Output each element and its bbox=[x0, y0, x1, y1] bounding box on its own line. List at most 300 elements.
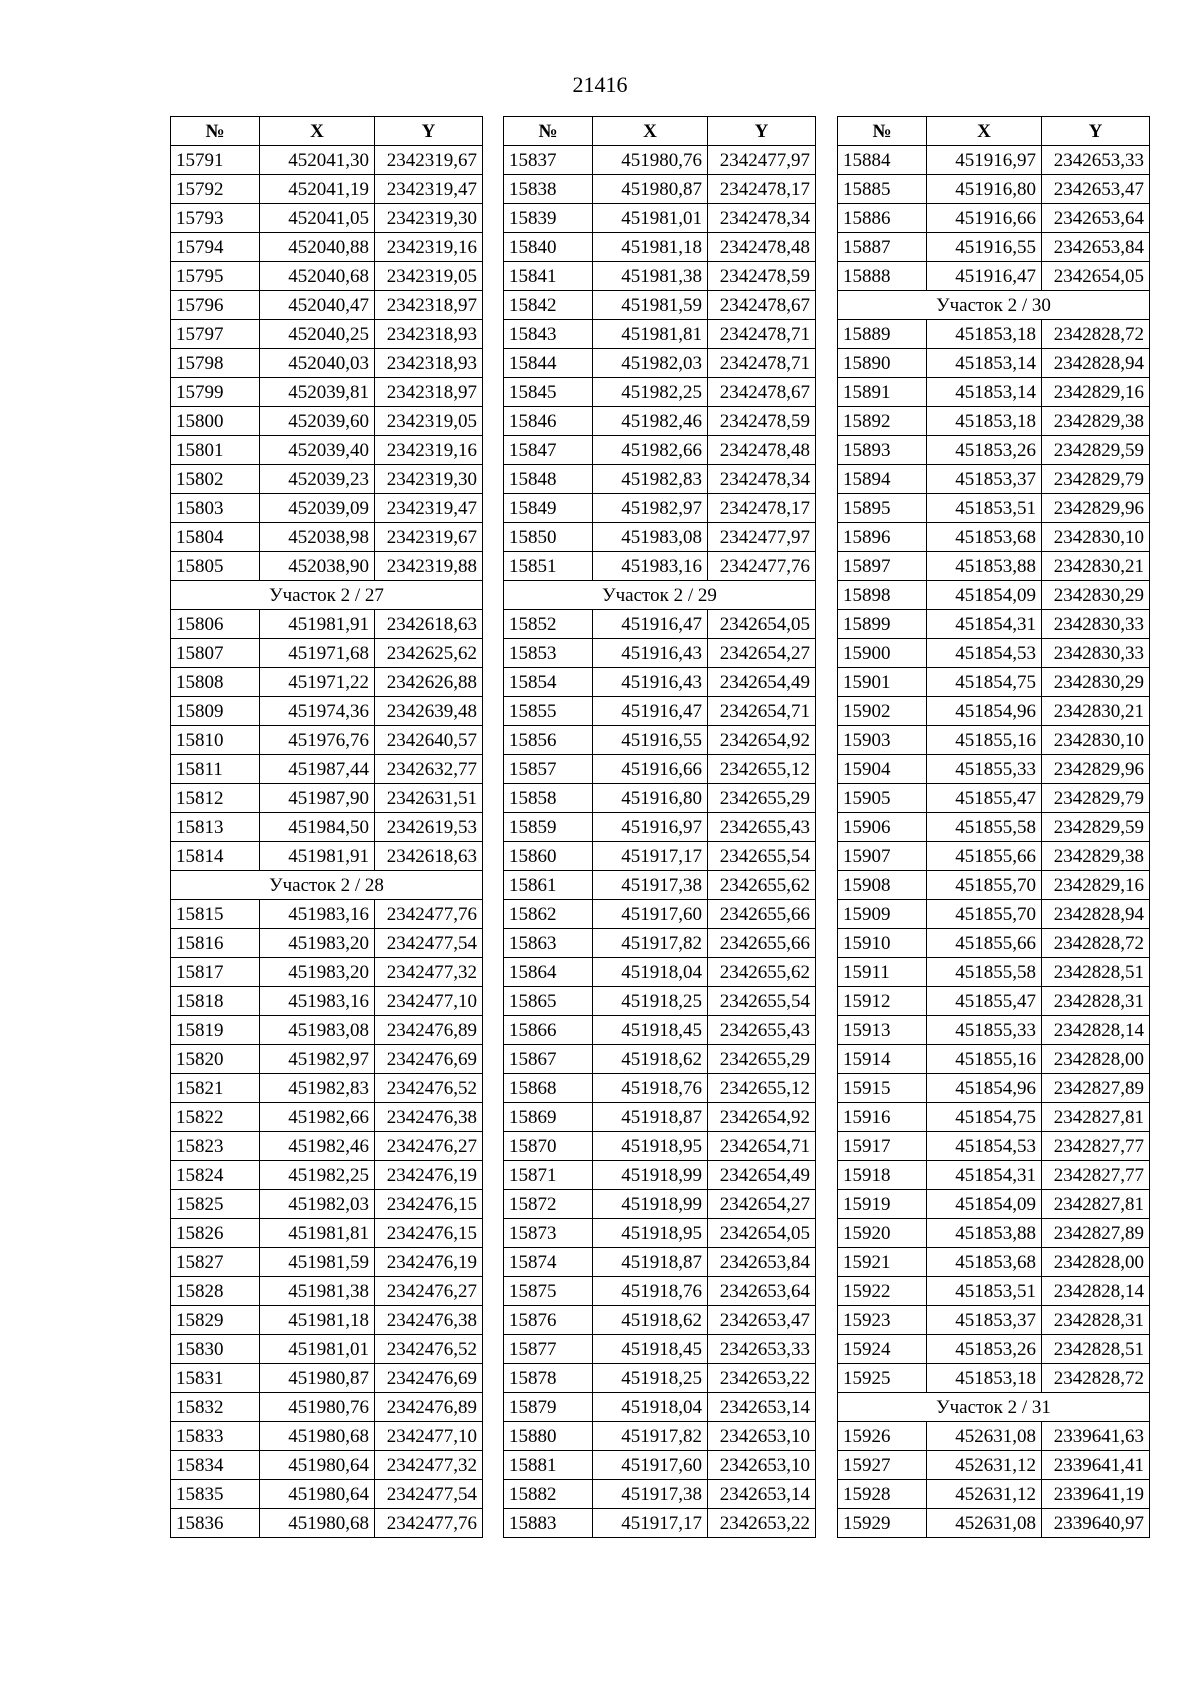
x-coordinate-cell: 452039,09 bbox=[260, 494, 375, 523]
point-number-cell: 15796 bbox=[171, 291, 260, 320]
x-coordinate-cell: 451853,37 bbox=[927, 465, 1042, 494]
x-coordinate-cell: 451917,82 bbox=[593, 929, 708, 958]
y-coordinate-cell: 2342828,72 bbox=[1042, 929, 1150, 958]
table-row bbox=[504, 146, 816, 175]
table-row bbox=[504, 1509, 816, 1538]
y-coordinate-cell: 2342319,67 bbox=[375, 523, 483, 552]
x-coordinate-cell: 452631,12 bbox=[927, 1480, 1042, 1509]
table-row bbox=[504, 987, 816, 1016]
y-coordinate-cell: 2342829,16 bbox=[1042, 871, 1150, 900]
table-row bbox=[838, 1161, 1150, 1190]
x-coordinate-cell: 451981,01 bbox=[593, 204, 708, 233]
point-number-cell: 15855 bbox=[504, 697, 593, 726]
x-coordinate-cell: 451916,55 bbox=[593, 726, 708, 755]
table-row bbox=[171, 407, 483, 436]
point-number-cell: 15800 bbox=[171, 407, 260, 436]
x-coordinate-cell: 451982,83 bbox=[593, 465, 708, 494]
point-number-cell: 15879 bbox=[504, 1393, 593, 1422]
x-coordinate-cell: 451916,66 bbox=[927, 204, 1042, 233]
point-number-cell: 15869 bbox=[504, 1103, 593, 1132]
table-row bbox=[171, 697, 483, 726]
x-coordinate-cell: 451917,60 bbox=[593, 900, 708, 929]
x-coordinate-cell: 451853,88 bbox=[927, 1219, 1042, 1248]
point-number-cell: 15840 bbox=[504, 233, 593, 262]
point-number-cell: 15820 bbox=[171, 1045, 260, 1074]
x-coordinate-cell: 451983,20 bbox=[260, 929, 375, 958]
y-coordinate-cell: 2342654,92 bbox=[708, 726, 816, 755]
y-coordinate-cell: 2342655,12 bbox=[708, 1074, 816, 1103]
x-coordinate-cell: 451918,04 bbox=[593, 958, 708, 987]
point-number-cell: 15817 bbox=[171, 958, 260, 987]
x-coordinate-cell: 451854,75 bbox=[927, 1103, 1042, 1132]
x-coordinate-cell: 451918,62 bbox=[593, 1306, 708, 1335]
table-row bbox=[838, 349, 1150, 378]
y-coordinate-cell: 2339641,41 bbox=[1042, 1451, 1150, 1480]
x-coordinate-cell: 452040,25 bbox=[260, 320, 375, 349]
x-coordinate-cell: 451853,68 bbox=[927, 1248, 1042, 1277]
y-coordinate-cell: 2342653,47 bbox=[1042, 175, 1150, 204]
y-coordinate-cell: 2342319,67 bbox=[375, 146, 483, 175]
y-coordinate-cell: 2342631,51 bbox=[375, 784, 483, 813]
table-row bbox=[504, 697, 816, 726]
x-coordinate-cell: 451981,18 bbox=[260, 1306, 375, 1335]
point-number-cell: 15925 bbox=[838, 1364, 927, 1393]
table-row bbox=[838, 1103, 1150, 1132]
table-row bbox=[504, 726, 816, 755]
y-coordinate-cell: 2342478,48 bbox=[708, 436, 816, 465]
point-number-cell: 15819 bbox=[171, 1016, 260, 1045]
x-coordinate-cell: 451853,51 bbox=[927, 494, 1042, 523]
point-number-cell: 15893 bbox=[838, 436, 927, 465]
y-coordinate-cell: 2342828,31 bbox=[1042, 987, 1150, 1016]
x-coordinate-cell: 451853,37 bbox=[927, 1306, 1042, 1335]
table-row bbox=[838, 1277, 1150, 1306]
point-number-cell: 15794 bbox=[171, 233, 260, 262]
section-header-row bbox=[838, 1393, 1150, 1422]
y-coordinate-cell: 2342654,71 bbox=[708, 1132, 816, 1161]
point-number-cell: 15793 bbox=[171, 204, 260, 233]
table-row bbox=[838, 1306, 1150, 1335]
y-coordinate-cell: 2342653,22 bbox=[708, 1364, 816, 1393]
point-number-cell: 15909 bbox=[838, 900, 927, 929]
table-row bbox=[171, 1248, 483, 1277]
x-coordinate-cell: 451981,18 bbox=[593, 233, 708, 262]
table-row bbox=[838, 987, 1150, 1016]
x-coordinate-cell: 451984,50 bbox=[260, 813, 375, 842]
x-coordinate-cell: 451971,22 bbox=[260, 668, 375, 697]
table-row bbox=[838, 552, 1150, 581]
table-row bbox=[838, 407, 1150, 436]
y-coordinate-cell: 2342619,53 bbox=[375, 813, 483, 842]
y-coordinate-cell: 2342828,94 bbox=[1042, 900, 1150, 929]
point-number-cell: 15860 bbox=[504, 842, 593, 871]
table-row bbox=[171, 465, 483, 494]
x-coordinate-cell: 451983,16 bbox=[260, 900, 375, 929]
table-row bbox=[504, 204, 816, 233]
x-coordinate-cell: 451855,66 bbox=[927, 842, 1042, 871]
y-coordinate-cell: 2342655,12 bbox=[708, 755, 816, 784]
y-coordinate-cell: 2342477,76 bbox=[375, 900, 483, 929]
point-number-cell: 15806 bbox=[171, 610, 260, 639]
y-coordinate-cell: 2342478,67 bbox=[708, 291, 816, 320]
x-coordinate-cell: 451854,53 bbox=[927, 1132, 1042, 1161]
y-coordinate-cell: 2342319,05 bbox=[375, 407, 483, 436]
y-coordinate-cell: 2342478,17 bbox=[708, 494, 816, 523]
x-coordinate-cell: 451855,16 bbox=[927, 1045, 1042, 1074]
y-coordinate-cell: 2342655,29 bbox=[708, 784, 816, 813]
x-coordinate-cell: 451983,16 bbox=[260, 987, 375, 1016]
header-x: X bbox=[260, 117, 375, 146]
x-coordinate-cell: 451855,47 bbox=[927, 987, 1042, 1016]
point-number-cell: 15892 bbox=[838, 407, 927, 436]
y-coordinate-cell: 2342476,52 bbox=[375, 1335, 483, 1364]
point-number-cell: 15900 bbox=[838, 639, 927, 668]
table-row bbox=[838, 175, 1150, 204]
header-number: № bbox=[838, 117, 927, 146]
table-row bbox=[838, 697, 1150, 726]
x-coordinate-cell: 451918,25 bbox=[593, 1364, 708, 1393]
x-coordinate-cell: 451918,99 bbox=[593, 1190, 708, 1219]
point-number-cell: 15848 bbox=[504, 465, 593, 494]
y-coordinate-cell: 2342655,66 bbox=[708, 900, 816, 929]
table-row bbox=[504, 1335, 816, 1364]
point-number-cell: 15831 bbox=[171, 1364, 260, 1393]
y-coordinate-cell: 2342653,33 bbox=[708, 1335, 816, 1364]
x-coordinate-cell: 452631,08 bbox=[927, 1422, 1042, 1451]
table-row bbox=[171, 1480, 483, 1509]
y-coordinate-cell: 2342319,16 bbox=[375, 436, 483, 465]
x-coordinate-cell: 452040,03 bbox=[260, 349, 375, 378]
y-coordinate-cell: 2342478,59 bbox=[708, 407, 816, 436]
x-coordinate-cell: 451853,26 bbox=[927, 436, 1042, 465]
table-row bbox=[838, 639, 1150, 668]
table-row bbox=[838, 784, 1150, 813]
point-number-cell: 15882 bbox=[504, 1480, 593, 1509]
table-row bbox=[838, 1451, 1150, 1480]
table-row bbox=[504, 784, 816, 813]
y-coordinate-cell: 2339641,19 bbox=[1042, 1480, 1150, 1509]
x-coordinate-cell: 451853,14 bbox=[927, 378, 1042, 407]
table-row bbox=[838, 262, 1150, 291]
y-coordinate-cell: 2342830,10 bbox=[1042, 726, 1150, 755]
point-number-cell: 15803 bbox=[171, 494, 260, 523]
table-row bbox=[838, 958, 1150, 987]
point-number-cell: 15881 bbox=[504, 1451, 593, 1480]
x-coordinate-cell: 451987,44 bbox=[260, 755, 375, 784]
table-row bbox=[504, 1451, 816, 1480]
table-row bbox=[504, 958, 816, 987]
point-number-cell: 15809 bbox=[171, 697, 260, 726]
x-coordinate-cell: 451982,46 bbox=[260, 1132, 375, 1161]
header-x: X bbox=[927, 117, 1042, 146]
point-number-cell: 15895 bbox=[838, 494, 927, 523]
point-number-cell: 15807 bbox=[171, 639, 260, 668]
y-coordinate-cell: 2342830,21 bbox=[1042, 552, 1150, 581]
table-row bbox=[171, 552, 483, 581]
y-coordinate-cell: 2342828,51 bbox=[1042, 1335, 1150, 1364]
y-coordinate-cell: 2342477,76 bbox=[708, 552, 816, 581]
point-number-cell: 15828 bbox=[171, 1277, 260, 1306]
table-row bbox=[838, 320, 1150, 349]
point-number-cell: 15818 bbox=[171, 987, 260, 1016]
table-row bbox=[838, 1190, 1150, 1219]
point-number-cell: 15906 bbox=[838, 813, 927, 842]
point-number-cell: 15872 bbox=[504, 1190, 593, 1219]
y-coordinate-cell: 2342655,43 bbox=[708, 1016, 816, 1045]
point-number-cell: 15897 bbox=[838, 552, 927, 581]
table-row bbox=[504, 233, 816, 262]
table-row bbox=[838, 1248, 1150, 1277]
y-coordinate-cell: 2342827,77 bbox=[1042, 1161, 1150, 1190]
point-number-cell: 15867 bbox=[504, 1045, 593, 1074]
y-coordinate-cell: 2342655,43 bbox=[708, 813, 816, 842]
point-number-cell: 15821 bbox=[171, 1074, 260, 1103]
table-row bbox=[838, 1132, 1150, 1161]
x-coordinate-cell: 451981,91 bbox=[260, 610, 375, 639]
table-row bbox=[504, 552, 816, 581]
y-coordinate-cell: 2339640,97 bbox=[1042, 1509, 1150, 1538]
y-coordinate-cell: 2342828,72 bbox=[1042, 320, 1150, 349]
table-row bbox=[838, 378, 1150, 407]
table-row bbox=[838, 726, 1150, 755]
table-row bbox=[171, 610, 483, 639]
table-row bbox=[171, 291, 483, 320]
y-coordinate-cell: 2342318,97 bbox=[375, 378, 483, 407]
x-coordinate-cell: 451916,47 bbox=[927, 262, 1042, 291]
table-row bbox=[504, 320, 816, 349]
point-number-cell: 15922 bbox=[838, 1277, 927, 1306]
y-coordinate-cell: 2342830,21 bbox=[1042, 697, 1150, 726]
point-number-cell: 15921 bbox=[838, 1248, 927, 1277]
table-row bbox=[504, 523, 816, 552]
x-coordinate-cell: 451918,04 bbox=[593, 1393, 708, 1422]
x-coordinate-cell: 451916,55 bbox=[927, 233, 1042, 262]
point-number-cell: 15797 bbox=[171, 320, 260, 349]
x-coordinate-cell: 451981,59 bbox=[593, 291, 708, 320]
y-coordinate-cell: 2342653,14 bbox=[708, 1393, 816, 1422]
point-number-cell: 15913 bbox=[838, 1016, 927, 1045]
x-coordinate-cell: 451981,01 bbox=[260, 1335, 375, 1364]
table-row bbox=[171, 1132, 483, 1161]
y-coordinate-cell: 2342829,59 bbox=[1042, 436, 1150, 465]
x-coordinate-cell: 451855,70 bbox=[927, 871, 1042, 900]
y-coordinate-cell: 2342476,89 bbox=[375, 1016, 483, 1045]
y-coordinate-cell: 2342654,05 bbox=[708, 610, 816, 639]
point-number-cell: 15846 bbox=[504, 407, 593, 436]
y-coordinate-cell: 2342477,10 bbox=[375, 1422, 483, 1451]
x-coordinate-cell: 451918,87 bbox=[593, 1103, 708, 1132]
point-number-cell: 15887 bbox=[838, 233, 927, 262]
x-coordinate-cell: 452039,40 bbox=[260, 436, 375, 465]
y-coordinate-cell: 2342319,88 bbox=[375, 552, 483, 581]
table-row bbox=[504, 465, 816, 494]
x-coordinate-cell: 451987,90 bbox=[260, 784, 375, 813]
x-coordinate-cell: 451854,09 bbox=[927, 1190, 1042, 1219]
table-row bbox=[171, 494, 483, 523]
point-number-cell: 15801 bbox=[171, 436, 260, 465]
point-number-cell: 15847 bbox=[504, 436, 593, 465]
y-coordinate-cell: 2342653,22 bbox=[708, 1509, 816, 1538]
table-row bbox=[838, 1364, 1150, 1393]
point-number-cell: 15858 bbox=[504, 784, 593, 813]
x-coordinate-cell: 451982,66 bbox=[260, 1103, 375, 1132]
point-number-cell: 15795 bbox=[171, 262, 260, 291]
table-row bbox=[504, 1480, 816, 1509]
point-number-cell: 15853 bbox=[504, 639, 593, 668]
x-coordinate-cell: 451918,95 bbox=[593, 1219, 708, 1248]
x-coordinate-cell: 451855,16 bbox=[927, 726, 1042, 755]
x-coordinate-cell: 451918,95 bbox=[593, 1132, 708, 1161]
y-coordinate-cell: 2342827,81 bbox=[1042, 1103, 1150, 1132]
table-row bbox=[504, 900, 816, 929]
table-row bbox=[838, 813, 1150, 842]
x-coordinate-cell: 451981,38 bbox=[593, 262, 708, 291]
point-number-cell: 15926 bbox=[838, 1422, 927, 1451]
x-coordinate-cell: 452040,68 bbox=[260, 262, 375, 291]
table-row bbox=[838, 871, 1150, 900]
point-number-cell: 15834 bbox=[171, 1451, 260, 1480]
y-coordinate-cell: 2342632,77 bbox=[375, 755, 483, 784]
y-coordinate-cell: 2342319,30 bbox=[375, 204, 483, 233]
table-row bbox=[171, 1016, 483, 1045]
point-number-cell: 15844 bbox=[504, 349, 593, 378]
x-coordinate-cell: 452038,90 bbox=[260, 552, 375, 581]
point-number-cell: 15865 bbox=[504, 987, 593, 1016]
y-coordinate-cell: 2342830,29 bbox=[1042, 581, 1150, 610]
point-number-cell: 15856 bbox=[504, 726, 593, 755]
table-row bbox=[504, 871, 816, 900]
point-number-cell: 15905 bbox=[838, 784, 927, 813]
point-number-cell: 15841 bbox=[504, 262, 593, 291]
x-coordinate-cell: 451917,38 bbox=[593, 1480, 708, 1509]
table-row bbox=[838, 1219, 1150, 1248]
point-number-cell: 15836 bbox=[171, 1509, 260, 1538]
table-header-row bbox=[838, 117, 1150, 146]
x-coordinate-cell: 451917,60 bbox=[593, 1451, 708, 1480]
table-row bbox=[504, 1306, 816, 1335]
x-coordinate-cell: 451982,03 bbox=[593, 349, 708, 378]
point-number-cell: 15851 bbox=[504, 552, 593, 581]
point-number-cell: 15880 bbox=[504, 1422, 593, 1451]
y-coordinate-cell: 2342478,71 bbox=[708, 349, 816, 378]
point-number-cell: 15910 bbox=[838, 929, 927, 958]
x-coordinate-cell: 451855,66 bbox=[927, 929, 1042, 958]
y-coordinate-cell: 2342626,88 bbox=[375, 668, 483, 697]
x-coordinate-cell: 451980,76 bbox=[593, 146, 708, 175]
point-number-cell: 15833 bbox=[171, 1422, 260, 1451]
x-coordinate-cell: 451983,16 bbox=[593, 552, 708, 581]
y-coordinate-cell: 2342478,34 bbox=[708, 204, 816, 233]
x-coordinate-cell: 452631,12 bbox=[927, 1451, 1042, 1480]
table-row bbox=[838, 1045, 1150, 1074]
y-coordinate-cell: 2342640,57 bbox=[375, 726, 483, 755]
table-row bbox=[504, 610, 816, 639]
y-coordinate-cell: 2342478,17 bbox=[708, 175, 816, 204]
point-number-cell: 15876 bbox=[504, 1306, 593, 1335]
x-coordinate-cell: 451918,62 bbox=[593, 1045, 708, 1074]
table-row bbox=[838, 204, 1150, 233]
y-coordinate-cell: 2342476,27 bbox=[375, 1277, 483, 1306]
y-coordinate-cell: 2342319,16 bbox=[375, 233, 483, 262]
section-title: Участок 2 / 28 bbox=[171, 871, 483, 900]
point-number-cell: 15917 bbox=[838, 1132, 927, 1161]
y-coordinate-cell: 2342477,10 bbox=[375, 987, 483, 1016]
point-number-cell: 15886 bbox=[838, 204, 927, 233]
header-number: № bbox=[171, 117, 260, 146]
y-coordinate-cell: 2342653,33 bbox=[1042, 146, 1150, 175]
section-title: Участок 2 / 27 bbox=[171, 581, 483, 610]
point-number-cell: 15896 bbox=[838, 523, 927, 552]
y-coordinate-cell: 2342477,32 bbox=[375, 1451, 483, 1480]
point-number-cell: 15873 bbox=[504, 1219, 593, 1248]
header-y: Y bbox=[708, 117, 816, 146]
table-row bbox=[504, 1248, 816, 1277]
point-number-cell: 15883 bbox=[504, 1509, 593, 1538]
coordinates-table-left bbox=[170, 116, 483, 1538]
point-number-cell: 15862 bbox=[504, 900, 593, 929]
point-number-cell: 15827 bbox=[171, 1248, 260, 1277]
point-number-cell: 15908 bbox=[838, 871, 927, 900]
table-row bbox=[838, 523, 1150, 552]
table-row bbox=[838, 436, 1150, 465]
x-coordinate-cell: 451980,87 bbox=[593, 175, 708, 204]
y-coordinate-cell: 2342828,00 bbox=[1042, 1248, 1150, 1277]
table-row bbox=[838, 1509, 1150, 1538]
y-coordinate-cell: 2342829,79 bbox=[1042, 784, 1150, 813]
table-row bbox=[838, 581, 1150, 610]
point-number-cell: 15843 bbox=[504, 320, 593, 349]
y-coordinate-cell: 2342828,94 bbox=[1042, 349, 1150, 378]
x-coordinate-cell: 451980,64 bbox=[260, 1451, 375, 1480]
point-number-cell: 15854 bbox=[504, 668, 593, 697]
y-coordinate-cell: 2342478,67 bbox=[708, 378, 816, 407]
point-number-cell: 15877 bbox=[504, 1335, 593, 1364]
table-row bbox=[171, 378, 483, 407]
y-coordinate-cell: 2342829,38 bbox=[1042, 842, 1150, 871]
point-number-cell: 15890 bbox=[838, 349, 927, 378]
x-coordinate-cell: 451981,59 bbox=[260, 1248, 375, 1277]
y-coordinate-cell: 2342829,38 bbox=[1042, 407, 1150, 436]
y-coordinate-cell: 2342477,54 bbox=[375, 1480, 483, 1509]
table-row bbox=[504, 1045, 816, 1074]
x-coordinate-cell: 451976,76 bbox=[260, 726, 375, 755]
section-header-row bbox=[171, 871, 483, 900]
table-row bbox=[171, 233, 483, 262]
table-row bbox=[838, 668, 1150, 697]
y-coordinate-cell: 2342654,05 bbox=[1042, 262, 1150, 291]
table-row bbox=[504, 494, 816, 523]
x-coordinate-cell: 451982,66 bbox=[593, 436, 708, 465]
table-row bbox=[838, 900, 1150, 929]
x-coordinate-cell: 451917,38 bbox=[593, 871, 708, 900]
y-coordinate-cell: 2342654,71 bbox=[708, 697, 816, 726]
x-coordinate-cell: 452041,30 bbox=[260, 146, 375, 175]
table-row bbox=[171, 523, 483, 552]
point-number-cell: 15868 bbox=[504, 1074, 593, 1103]
y-coordinate-cell: 2342827,77 bbox=[1042, 1132, 1150, 1161]
y-coordinate-cell: 2342829,96 bbox=[1042, 755, 1150, 784]
table-row bbox=[504, 378, 816, 407]
point-number-cell: 15850 bbox=[504, 523, 593, 552]
point-number-cell: 15907 bbox=[838, 842, 927, 871]
point-number-cell: 15864 bbox=[504, 958, 593, 987]
x-coordinate-cell: 451918,25 bbox=[593, 987, 708, 1016]
y-coordinate-cell: 2342478,34 bbox=[708, 465, 816, 494]
section-header-row bbox=[504, 581, 816, 610]
x-coordinate-cell: 451983,08 bbox=[260, 1016, 375, 1045]
table-row bbox=[171, 1277, 483, 1306]
point-number-cell: 15837 bbox=[504, 146, 593, 175]
